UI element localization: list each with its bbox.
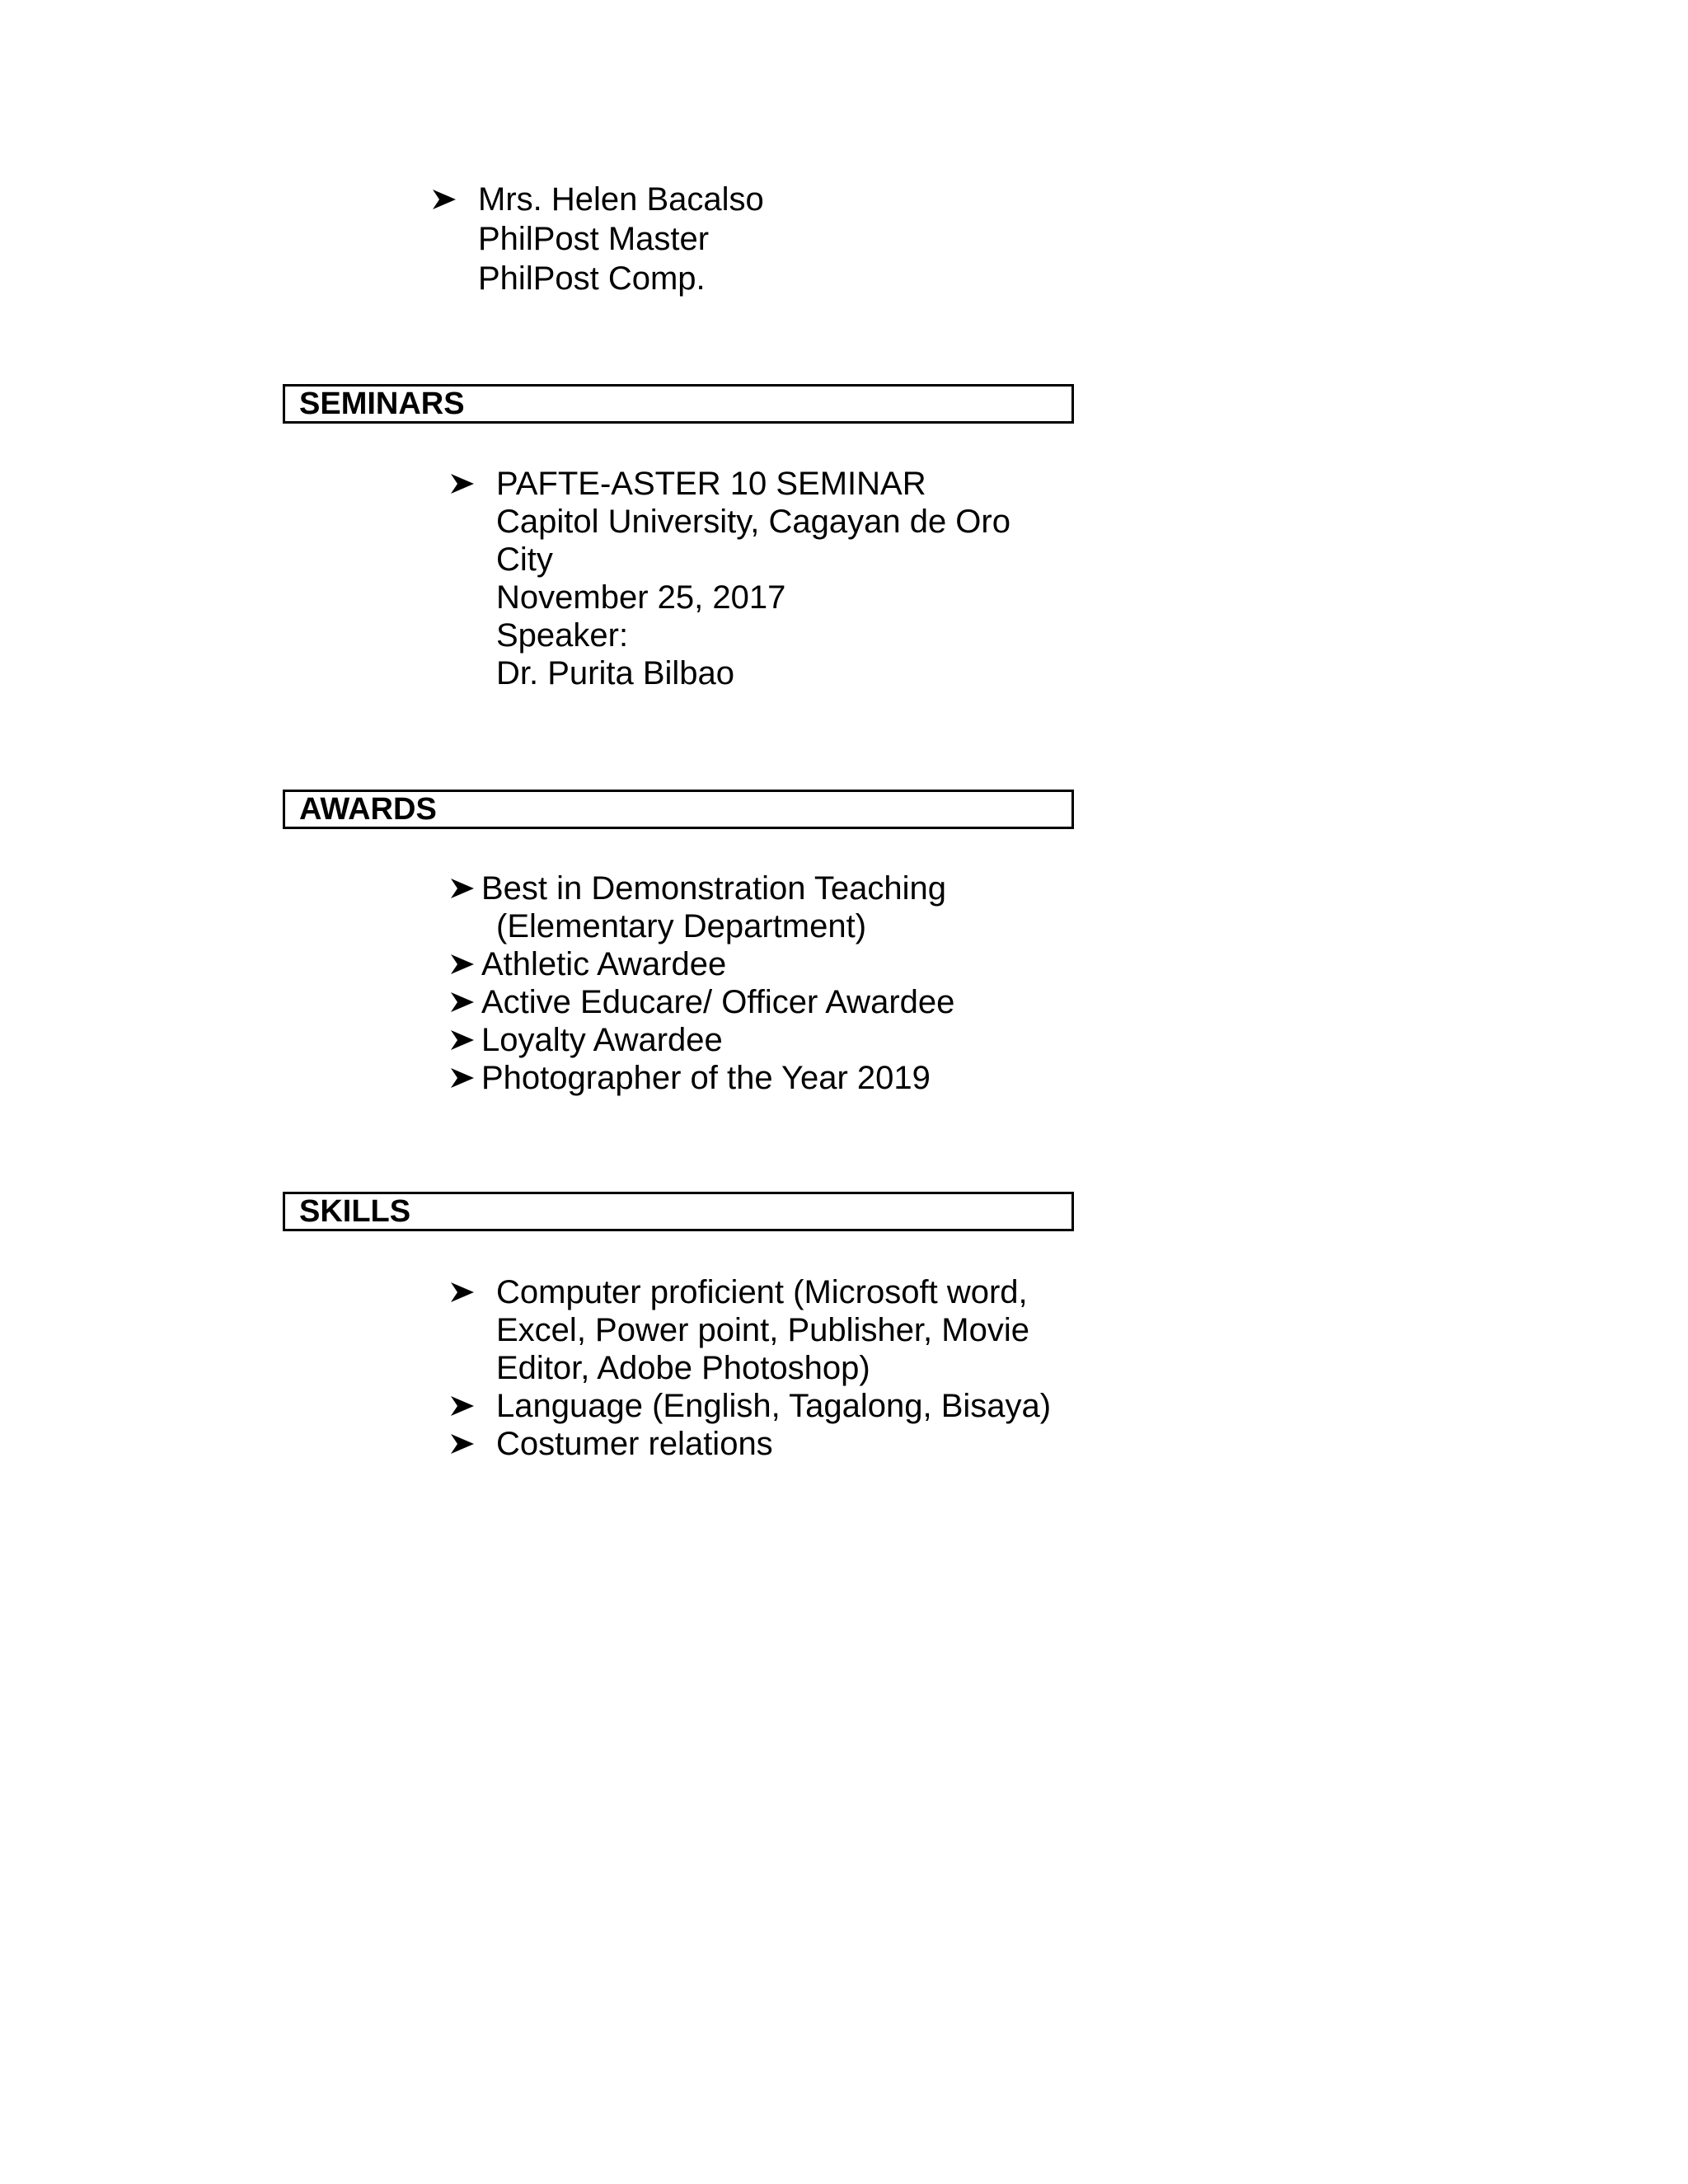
awards-section-header [283, 790, 1074, 829]
skill-item: Costumer relations [496, 1426, 773, 1462]
seminar-speaker-label: Speaker: [496, 617, 629, 654]
seminar-title: PAFTE-ASTER 10 SEMINAR [496, 466, 926, 502]
skill-item-continuation: Editor, Adobe Photoshop) [496, 1350, 870, 1386]
skill-item-continuation: Excel, Power point, Publisher, Movie [496, 1312, 1029, 1348]
reference-name: Mrs. Helen Bacalso [478, 181, 764, 218]
seminars-section-header [283, 384, 1074, 424]
arrowhead-bullet-icon [448, 1059, 476, 1097]
reference-position: PhilPost Master [478, 221, 710, 257]
award-item: Athletic Awardee [481, 946, 727, 982]
reference-organization: PhilPost Comp. [478, 260, 706, 297]
awards-title: AWARDS [299, 792, 437, 827]
skill-item: Computer proficient (Microsoft word, [496, 1274, 1028, 1310]
award-item-continuation: (Elementary Department) [496, 908, 867, 944]
seminar-venue: Capitol University, Cagayan de Oro [496, 504, 1010, 540]
award-item: Loyalty Awardee [481, 1022, 723, 1058]
skills-title: SKILLS [299, 1194, 411, 1229]
award-item: Best in Demonstration Teaching [481, 870, 947, 907]
arrowhead-bullet-icon [430, 180, 458, 218]
arrowhead-bullet-icon [448, 1021, 476, 1059]
seminar-venue-city: City [496, 541, 553, 578]
award-item: Active Educare/ Officer Awardee [481, 984, 955, 1020]
award-item: Photographer of the Year 2019 [481, 1060, 931, 1096]
arrowhead-bullet-icon [448, 869, 476, 907]
seminar-speaker-name: Dr. Purita Bilbao [496, 655, 735, 691]
seminars-title: SEMINARS [299, 387, 465, 421]
arrowhead-bullet-icon [448, 1273, 476, 1311]
arrowhead-bullet-icon [448, 1425, 476, 1463]
arrowhead-bullet-icon [448, 983, 476, 1021]
seminar-date: November 25, 2017 [496, 579, 786, 616]
arrowhead-bullet-icon [448, 465, 476, 503]
skill-item: Language (English, Tagalong, Bisaya) [496, 1388, 1052, 1424]
skills-section-header [283, 1192, 1074, 1231]
arrowhead-bullet-icon [448, 1387, 476, 1425]
arrowhead-bullet-icon [448, 945, 476, 983]
